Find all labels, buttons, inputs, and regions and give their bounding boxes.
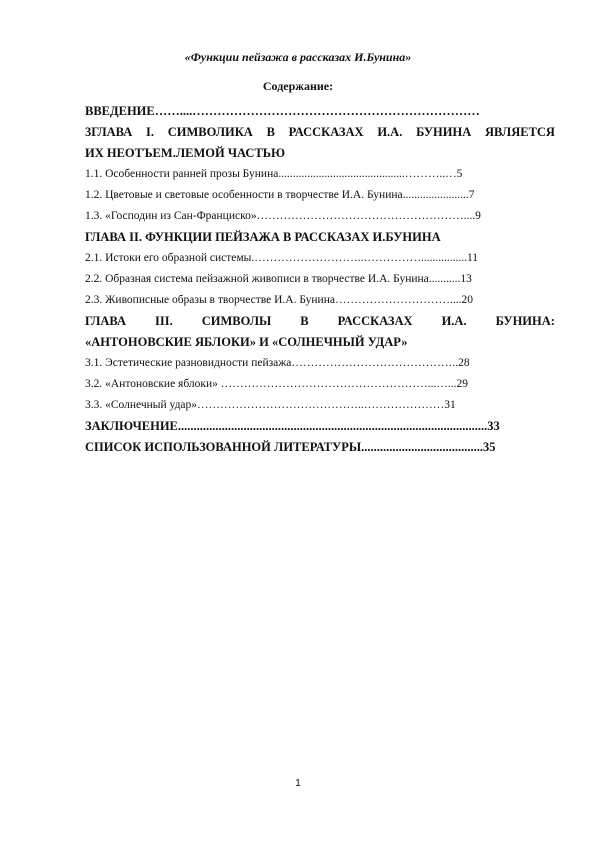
toc-entry-3-3: 3.3. «Солнечный удар»……………………………………..…………………31 <box>85 399 456 411</box>
toc-word: ЯВЛЯЕТСЯ <box>485 125 555 139</box>
toc-entry-conclusion: ЗАКЛЮЧЕНИЕ...................................................................................................33 <box>85 419 500 433</box>
table-of-contents <box>85 101 555 458</box>
toc-word: ГЛАВА <box>85 314 126 328</box>
toc-word: 3ГЛАВА <box>85 125 133 139</box>
toc-entry-1-3: 1.3. «Господин из Сан-Франциско»………………………………………………....9 <box>85 210 481 222</box>
toc-entry-2-2: 2.2. Образная система пейзажной живописи в творчестве И.А. Бунина...........13 <box>85 273 472 285</box>
toc-entry-2-1: 2.1. Истоки его образной системы.………………………..……………................11 <box>85 252 479 264</box>
toc-entry-1-2: 1.2. Цветовые и световые особенности в творчестве И.А. Бунина.......................7 <box>85 189 475 201</box>
toc-entry-intro: ВВЕДЕНИЕ……....…………………………………………………………… <box>85 104 480 118</box>
toc-chapter1-line1 <box>85 122 555 143</box>
toc-word: СИМВОЛИКА <box>167 125 253 139</box>
toc-entry-1-1: 1.1. Особенности ранней прозы Бунина............................................………..…5 <box>85 168 463 180</box>
page-number: 1 <box>295 778 301 789</box>
toc-entry-2-3: 2.3. Живописные образы в творчестве И.А. Бунина…………………………....20 <box>85 294 473 306</box>
document-title: «Функции пейзажа в рассказах И.Бунина» <box>184 50 412 64</box>
toc-word: III. <box>155 314 173 328</box>
toc-word: БУНИНА: <box>495 314 555 328</box>
toc-chapter3-line1 <box>85 311 555 332</box>
toc-chapter2: ГЛАВА II. ФУНКЦИИ ПЕЙЗАЖА В РАССКАЗАХ И.БУНИНА <box>85 230 441 244</box>
toc-word: В <box>266 125 275 139</box>
toc-word: В <box>300 314 309 328</box>
toc-word: I. <box>145 125 154 139</box>
toc-chapter1-line2: ИХ НЕОТЪЕМ.ЛЕМОЙ ЧАСТЬЮ <box>85 146 286 160</box>
toc-word: СИМВОЛЫ <box>201 314 272 328</box>
toc-entry-3-1: 3.1. Эстетические разновидности пейзажа……………………………………..28 <box>85 357 470 369</box>
toc-word: РАССКАЗАХ <box>288 125 364 139</box>
toc-entry-3-2: 3.2. «Антоновские яблоки» ………………………………………………...…...29 <box>85 378 469 390</box>
toc-word: И.А. <box>377 125 403 139</box>
toc-word: БУНИНА <box>416 125 472 139</box>
toc-entry-references: СПИСОК ИСПОЛЬЗОВАННОЙ ЛИТЕРАТУРЫ.......................................35 <box>85 440 496 454</box>
toc-heading: Содержание: <box>262 79 334 93</box>
toc-chapter3-line2: «АНТОНОВСКИЕ ЯБЛОКИ» И «СОЛНЕЧНЫЙ УДАР» <box>85 335 408 349</box>
toc-word: И.А. <box>441 314 467 328</box>
toc-word: РАССКАЗАХ <box>337 314 413 328</box>
